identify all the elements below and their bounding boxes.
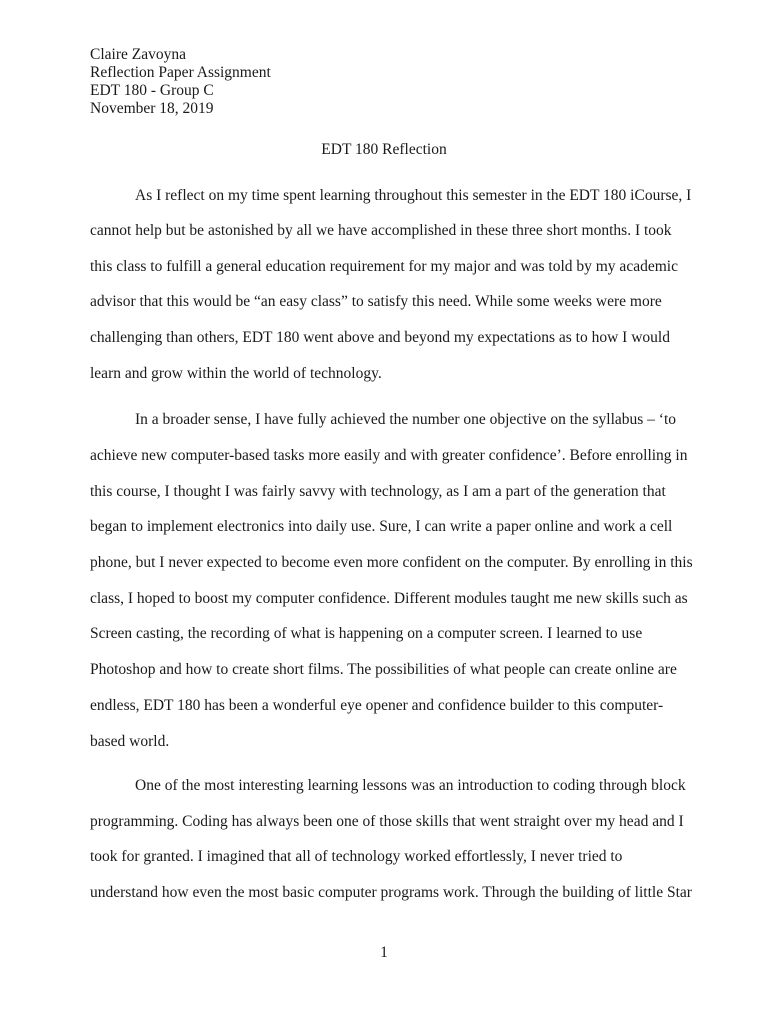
author-name: Claire Zavoyna xyxy=(90,46,186,63)
paragraph-line: challenging than others, EDT 180 went above and beyond my expectations as to how I would xyxy=(90,329,670,346)
paragraph-line: class, I hoped to boost my computer confidence. Different modules taught me new skills such as xyxy=(90,590,688,607)
paragraph-line: phone, but I never expected to become even more confident on the computer. By enrolling in this xyxy=(90,554,693,571)
paragraph-line: learn and grow within the world of technology. xyxy=(90,365,382,382)
paragraph-line: based world. xyxy=(90,733,170,750)
paragraph-line: advisor that this would be “an easy class” to satisfy this need. While some weeks were more xyxy=(90,293,662,310)
paragraph-line: One of the most interesting learning lessons was an introduction to coding through block xyxy=(135,777,686,794)
document-date: November 18, 2019 xyxy=(90,100,214,117)
paragraph-line: In a broader sense, I have fully achieved the number one objective on the syllabus – ‘to xyxy=(135,411,677,428)
paragraph-line: programming. Coding has always been one of those skills that went straight over my head and I xyxy=(90,813,684,830)
paragraph-line: Screen casting, the recording of what is happening on a computer screen. I learned to use xyxy=(90,625,643,642)
paragraph-line: Photoshop and how to create short films. The possibilities of what people can create online are xyxy=(90,661,677,678)
document-title: EDT 180 Reflection xyxy=(321,141,447,158)
paragraph-line: achieve new computer-based tasks more easily and with greater confidence’. Before enrolling in xyxy=(90,447,688,464)
paragraph-line: this course, I thought I was fairly savvy with technology, as I am a part of the generation that xyxy=(90,483,666,500)
paragraph-line: endless, EDT 180 has been a wonderful eye opener and confidence builder to this computer- xyxy=(90,697,664,714)
paragraph-line: this class to fulfill a general education requirement for my major and was told by my academic xyxy=(90,258,678,275)
paragraph-line: As I reflect on my time spent learning throughout this semester in the EDT 180 iCourse, I xyxy=(135,187,692,204)
page-number: 1 xyxy=(380,944,388,961)
paragraph-line: understand how even the most basic computer programs work. Through the building of little Star xyxy=(90,884,692,901)
course-name: EDT 180 - Group C xyxy=(90,82,214,99)
document-header xyxy=(90,46,271,118)
assignment-name: Reflection Paper Assignment xyxy=(90,64,271,81)
paragraph-line: cannot help but be astonished by all we have accomplished in these three short months. I took xyxy=(90,222,672,239)
paragraph-line: took for granted. I imagined that all of technology worked effortlessly, I never tried to xyxy=(90,848,623,865)
paragraph-line: began to implement electronics into daily use. Sure, I can write a paper online and work a cell xyxy=(90,518,673,535)
